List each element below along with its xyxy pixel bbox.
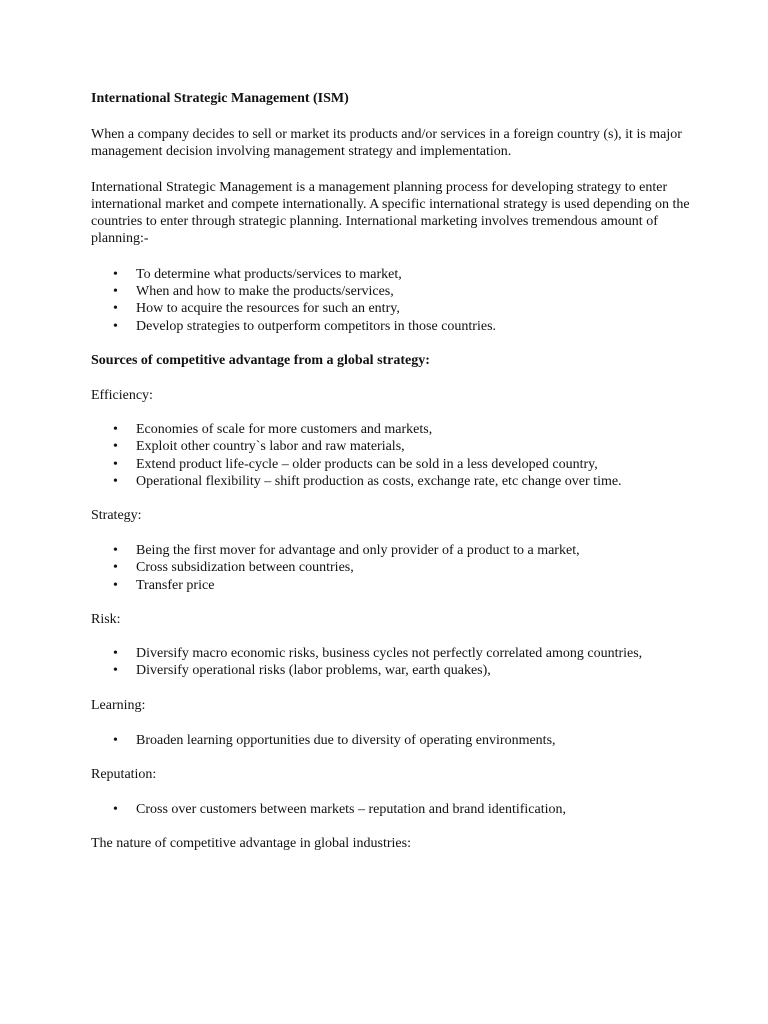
closing-paragraph: The nature of competitive advantage in global industries:: [91, 836, 411, 852]
list-item: • Economies of scale for more customers and markets,: [113, 421, 433, 437]
list-item: • Operational flexibility – shift production as costs, exchange rate, etc change over time.: [113, 473, 622, 489]
list-item: • Extend product life-cycle – older products can be sold in a less developed country,: [113, 456, 598, 472]
efficiency-list: [91, 421, 691, 490]
bullet-icon: •: [113, 801, 118, 817]
learning-label: Learning:: [91, 697, 146, 713]
learning-list: [91, 732, 691, 749]
list-item: • Develop strategies to outperform competitors in those countries.: [113, 318, 497, 334]
reputation-label: Reputation:: [91, 766, 157, 782]
bullet-icon: •: [113, 301, 118, 317]
list-item: • To determine what products/services to market,: [113, 266, 402, 282]
list-item: • Broaden learning opportunities due to diversity of operating environments,: [113, 732, 556, 748]
bullet-icon: •: [113, 543, 118, 559]
bullet-icon: •: [113, 560, 118, 576]
bullet-icon: •: [113, 646, 118, 662]
bullet-icon: •: [113, 421, 118, 437]
reputation-list: [91, 801, 691, 818]
bullet-icon: •: [113, 456, 118, 472]
risk-label: Risk:: [91, 612, 121, 628]
list-item: • Diversify macro economic risks, business cycles not perfectly correlated among countries,: [113, 646, 643, 662]
bullet-icon: •: [113, 663, 118, 679]
bullet-icon: •: [113, 318, 118, 334]
bullet-icon: •: [113, 266, 118, 282]
bullet-icon: •: [113, 577, 118, 593]
strategy-label: Strategy:: [91, 508, 142, 524]
list-item: • Cross subsidization between countries,: [113, 560, 354, 576]
bullet-icon: •: [113, 732, 118, 748]
document-title: International Strategic Management (ISM): [91, 91, 349, 106]
list-item: • Cross over customers between markets – reputation and brand identification,: [113, 801, 566, 817]
list-item: • When and how to make the products/services,: [113, 284, 394, 300]
risk-list: [91, 645, 691, 680]
sources-heading: Sources of competitive advantage from a global strategy:: [91, 352, 430, 368]
document-body: [91, 90, 691, 853]
list-item: • How to acquire the resources for such an entry,: [113, 301, 400, 317]
definition-paragraph: International Strategic Management is a management planning process for developing strategy to enter international market and compete internationally. A specific international strategy is used depending on the countries to enter through strategic planning. International marketing involves tremendous amount of planning:-: [91, 179, 690, 247]
bullet-icon: •: [113, 473, 118, 489]
intro-paragraph: When a company decides to sell or market its products and/or services in a foreign country (s), it is major management decision involving management strategy and implementation.: [91, 127, 682, 160]
efficiency-label: Efficiency:: [91, 387, 153, 403]
strategy-list: [91, 542, 691, 594]
bullet-icon: •: [113, 284, 118, 300]
list-item: • Transfer price: [113, 577, 215, 593]
list-item: • Diversify operational risks (labor problems, war, earth quakes),: [113, 663, 491, 679]
planning-list: [91, 266, 691, 335]
bullet-icon: •: [113, 439, 118, 455]
list-item: • Being the first mover for advantage and only provider of a product to a market,: [113, 543, 580, 559]
list-item: • Exploit other country`s labor and raw materials,: [113, 439, 405, 455]
